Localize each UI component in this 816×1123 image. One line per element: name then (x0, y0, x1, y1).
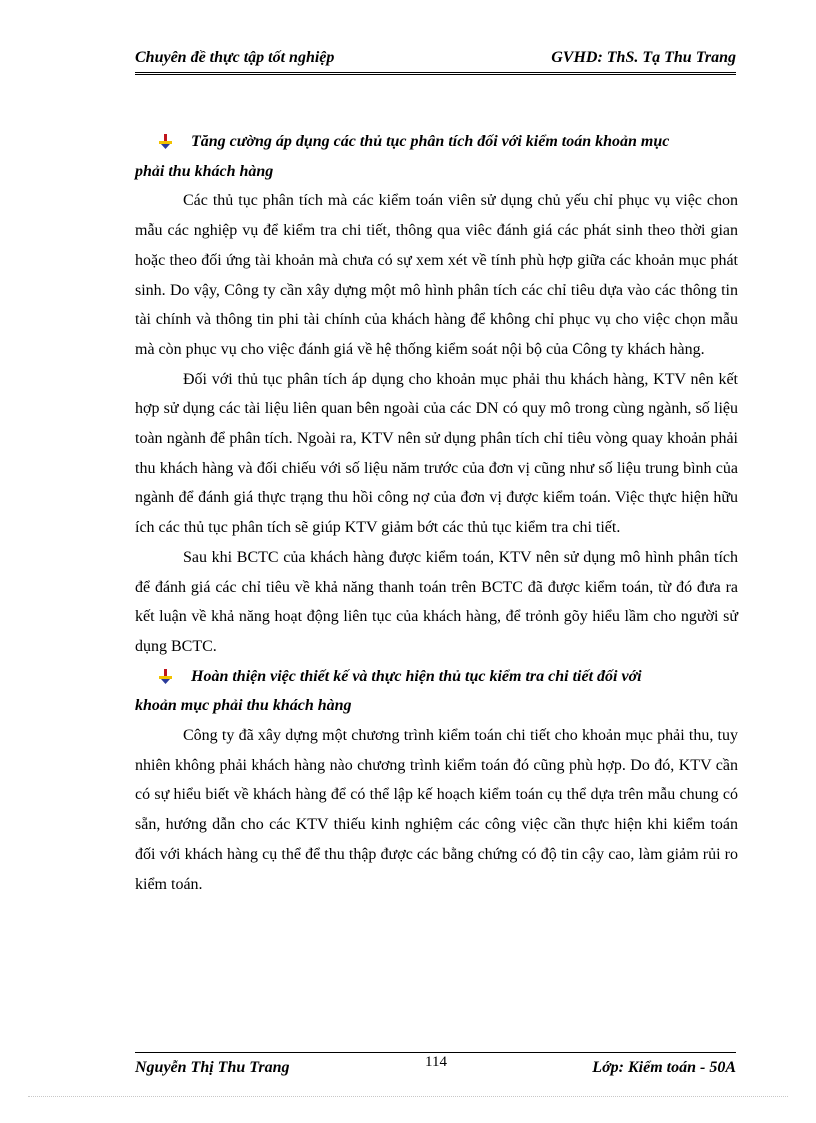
paragraph: Đối với thủ tục phân tích áp dụng cho khoản mục phải thu khách hàng, KTV nên kết hợp sử dụng các tài liệu liên quan bên ngoài của các DN có quy mô trong cùng ngành, số liệu toàn ngành để phân tích. Ngoài ra, KTV nên sử dụng phân tích chỉ tiêu vòng quay khoản phải thu khách hàng và đối chiếu với số liệu năm trước của đơn vị cũng như số liệu trung bình của ngành để đánh giá thực trạng thu hồi công nợ của đơn vị được kiểm toán. Việc thực hiện hữu ích các thủ tục phân tích sẽ giúp KTV giảm bớt các thủ tục kiểm tra chi tiết. (135, 370, 738, 537)
section-heading-1-line2: phải thu khách hàng (135, 162, 274, 180)
paragraph: Công ty đã xây dựng một chương trình kiểm toán chi tiết cho khoản mục phải thu, tuy nhiên không phải khách hàng nào chương trình kiểm toán đó cũng phù hợp. Do đó, KTV cần có sự hiểu biết về khách hàng để có thể lập kế hoạch kiểm toán cụ thể dựa trên mẫu chung có sẵn, hướng dẫn cho các KTV thiếu kinh nghiệm các công việc cần thực hiện khi kiểm toán đối với khách hàng cụ thể để thu thập được các bằng chứng có độ tin cậy cao, làm giảm rủi ro kiểm toán. (135, 727, 738, 893)
bullet-arrow-icon (157, 668, 175, 686)
section-heading-2-line1: Hoàn thiện việc thiết kế và thực hiện thủ tục kiểm tra chi tiết đối với (191, 667, 642, 685)
section-heading-2-line2: khoản mục phải thu khách hàng (135, 697, 352, 715)
page-footer (135, 1054, 736, 1078)
section-heading-2 (135, 662, 738, 721)
page-content (135, 127, 738, 899)
page-number: 114 (425, 1054, 447, 1070)
section-heading-1-line1: Tăng cường áp dụng các thủ tục phân tích đối với kiểm toán khoản mục (191, 133, 670, 150)
footer-class: Lớp: Kiểm toán - 50A (592, 1059, 736, 1076)
header-title: Chuyên đề thực tập tốt nghiệp (135, 49, 335, 66)
paragraph: Sau khi BCTC của khách hàng được kiểm toán, KTV nên sử dụng mô hình phân tích để đánh giá các chỉ tiêu về khả năng thanh toán trên BCTC đã được kiểm toán, từ đó đưa ra kết luận về khả năng hoạt động liên tục của khách hàng, để trỏnh gõy hiểu lầm cho người sử dụng BCTC. (135, 548, 738, 655)
footer-author: Nguyễn Thị Thu Trang (135, 1059, 290, 1076)
page-bottom-border (28, 1096, 788, 1097)
paragraph: Các thủ tục phân tích mà các kiểm toán viên sử dụng chủ yếu chỉ phục vụ việc chon mẫu các nghiệp vụ để kiểm tra chi tiết, thông qua viêc đánh giá các phát sinh theo thời gian hoặc theo đối ứng tài khoản mà chưa có sự xem xét về tính phù hợp giữa các khoản mục phát sinh. Do vậy, Công ty cần xây dựng một mô hình phân tích các chỉ tiêu dựa vào các thông tin tài chính và thông tin phi tài chính của khách hàng để không chỉ phục vụ cho việc chọn mẫu mà còn phục vụ cho việc đánh giá về hệ thống kiểm soát nội bộ của Công ty khách hàng. (135, 192, 738, 358)
header-rule (135, 72, 736, 75)
section-heading-1 (135, 127, 738, 186)
bullet-arrow-icon (157, 133, 175, 151)
page-header (135, 46, 736, 70)
header-supervisor: GVHD: ThS. Tạ Thu Trang (551, 49, 736, 66)
